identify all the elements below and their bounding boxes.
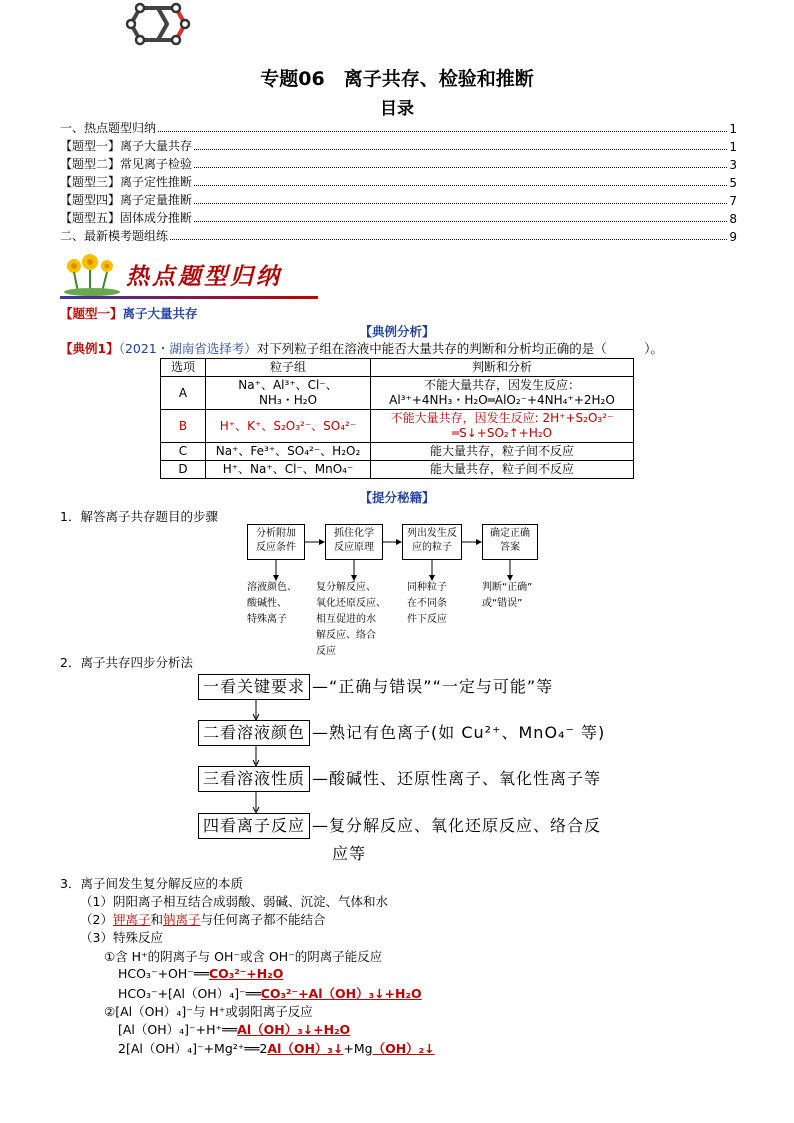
step-box: 三看溶液性质 [198,766,310,792]
flow-arrows [240,520,550,584]
flow-note: 同种粒子 在不同条 件下反应 [407,582,447,625]
toc-item[interactable] [60,137,737,154]
table-cell: Na⁺、Fe³⁺、SO₄²⁻、H₂O₂ [206,443,371,461]
point3-line3: （3）特殊反应 [80,930,163,945]
point3-title: 3．离子间发生复分解反应的本质 [60,876,243,891]
section-type1 [60,304,198,322]
table-row [161,443,634,461]
step-desc: —复分解反应、氧化还原反应、络合反 [312,816,602,835]
toc-item-label: 【题型四】离子定量推断 [60,193,193,207]
step-desc: —熟记有色离子(如 Cu²⁺、MnO₄⁻ 等) [312,723,606,742]
table-header: 选项 [161,359,206,377]
table-header: 判断和分析 [371,359,634,377]
toc-item-label: 一、热点题型归纳 [60,121,157,135]
table-cell: 不能大量共存，因发生反应: 2H⁺+S₂O₃²⁻ ═S↓+SO₂↑+H₂O [371,410,634,443]
equation: HCO₃⁻+OH⁻══CO₃²⁻+H₂O [118,966,284,981]
flow-box: 确定正确 答案 [482,524,538,560]
example-tag: 【典例1】 [60,341,119,356]
flow-note: 判断“正确” 或“错误” [482,582,533,609]
equation: 2[Al（OH）₄]⁻+Mg²⁺══2Al（OH）₃↓+Mg（OH）₂↓ [118,1041,435,1056]
table-cell: 能大量共存，粒子间不反应 [371,443,634,461]
table-cell: Na⁺、Al³⁺、Cl⁻、 NH₃・H₂O [206,377,371,410]
flower-icon [60,252,124,296]
toc-item-page: 7 [729,194,737,208]
toc-item-page: 8 [729,212,737,226]
flow-note: 复分解反应、 氧化还原反应、 相互促进的水 解反应、络合 反应 [316,582,386,657]
special-2: ②[Al（OH）₄]⁻与 H⁺或弱阳离子反应 [104,1004,313,1019]
step-arrows [250,700,262,816]
toc-item-label: 【题型三】离子定性推断 [60,175,193,189]
point2-title: 2．离子共存四步分析法 [60,655,193,670]
type1-name: 离子大量共存 [122,306,198,321]
banner-title: 热点题型归纳 [126,263,282,290]
table-header-row [161,359,634,377]
flow-note: 溶液颜色、 酸碱性、 特殊离子 [247,582,297,625]
table-cell: 能大量共存，粒子间不反应 [371,461,634,479]
step-box: 二看溶液颜色 [198,720,310,746]
step-desc: —酸碱性、还原性离子、氧化性离子等 [312,769,602,788]
toc-item[interactable] [60,227,737,244]
table-cell: 不能大量共存，因发生反应： Al³⁺+4NH₃・H₂O═AlO₂⁻+4NH₄⁺+2H₂O [371,377,634,410]
step-desc-cont: 应等 [332,844,367,863]
table-cell: A [161,377,206,410]
table-cell: H⁺、K⁺、S₂O₃²⁻、SO₄²⁻ [206,410,371,443]
toc-item[interactable] [60,209,737,226]
flow-box: 列出发生反 应的粒子 [402,524,462,560]
table-header: 粒子组 [206,359,371,377]
example-source: （2021・湖南省选择考） [118,341,257,356]
table-row [161,461,634,479]
toc-item[interactable] [60,191,737,208]
toc-item[interactable] [60,119,737,136]
flow-box: 分析附加 反应条件 [247,524,305,560]
toc-item-label: 【题型五】固体成分推断 [60,211,193,225]
type1-bracket: 【题型一】 [60,306,123,321]
toc-item-page: 1 [729,122,737,136]
example-question [60,339,663,357]
tips-heading: 【提分秘籍】 [359,490,435,505]
point1-title: 1．解答离子共存题目的步骤 [60,509,218,524]
flow-box: 抓住化学 反应原理 [325,524,383,560]
table-cell: D [161,461,206,479]
table-cell: C [161,443,206,461]
document-title: 专题06 离子共存、检验和推断 [260,68,534,90]
step-box: 一看关键要求 [198,674,310,700]
toc-item-label: 二、最新模考题组练 [60,229,169,243]
special-1: ①含 H⁺的阴离子与 OH⁻或含 OH⁻的阴离子能反应 [104,949,383,964]
table-row [161,377,634,410]
toc-item-label: 【题型一】离子大量共存 [60,139,193,153]
example-heading: 【典例分析】 [359,324,435,339]
toc-heading: 目录 [380,99,414,119]
step-desc: —“正确与错误”“一定与可能”等 [312,677,554,696]
toc-item-page: 9 [729,230,737,244]
options-table [160,358,634,479]
table-cell: H⁺、Na⁺、Cl⁻、MnO₄⁻ [206,461,371,479]
naphthalene-logo-icon [118,0,198,58]
banner-underline [60,296,318,299]
toc-item[interactable] [60,155,737,172]
step-box: 四看离子反应 [198,813,310,839]
equation: HCO₃⁻+[Al（OH）₄]⁻══CO₃²⁻+Al（OH）₃↓+H₂O [118,986,422,1001]
toc-item[interactable] [60,173,737,190]
point3-line2: （2）钾离子和钠离子与任何离子都不能结合 [80,912,326,927]
toc-item-label: 【题型二】常见离子检验 [60,157,193,171]
table-row [161,410,634,443]
table-cell: B [161,410,206,443]
equation: [Al（OH）₄]⁻+H⁺══Al（OH）₃↓+H₂O [118,1022,351,1037]
example-question-text: 对下列粒子组在溶液中能否大量共存的判断和分析均正确的是（ ）。 [256,341,664,356]
point3-line1: （1）阴阳离子相互结合成弱酸、弱碱、沉淀、气体和水 [80,894,388,909]
toc-item-page: 3 [729,158,737,172]
toc-item-page: 5 [729,176,737,190]
toc-item-page: 1 [729,140,737,154]
